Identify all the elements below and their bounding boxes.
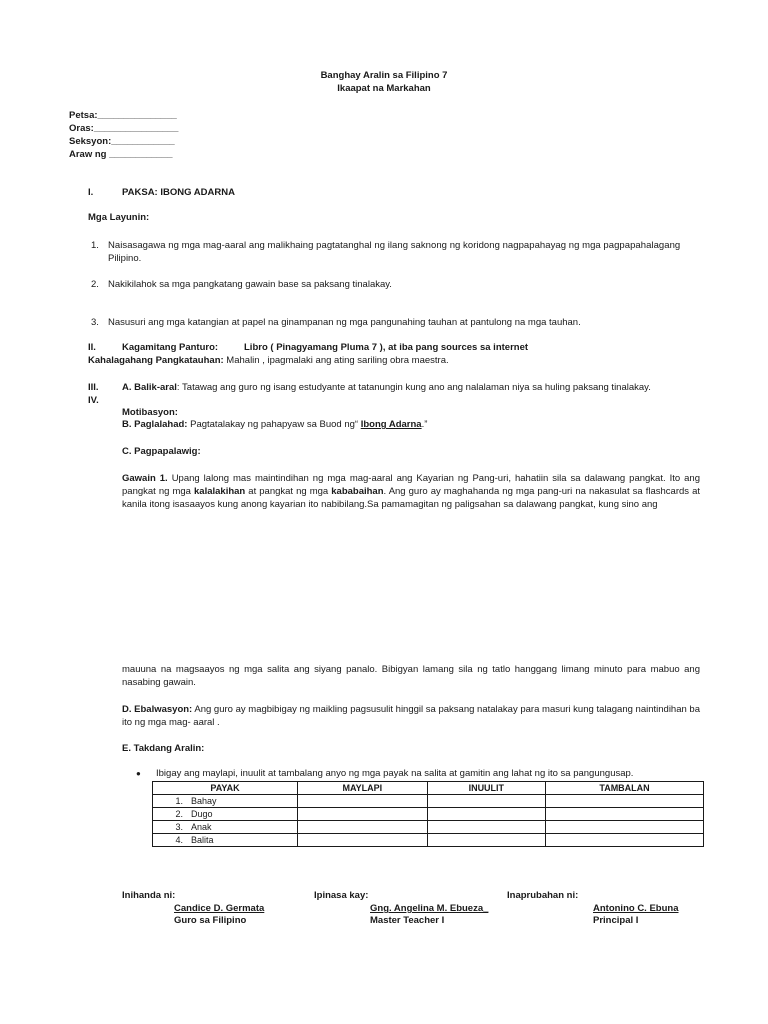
kagamitang-label: Kagamitang Panturo: [122,342,219,353]
balik-aral-label: A. Balik-aral [122,382,177,393]
payak-cell [153,808,298,821]
motibasyon-heading: Motibasyon: [122,407,178,418]
field-label: Seksyon: [69,136,112,147]
petsa-field [69,110,177,122]
ipinasa-label: Ipinasa kay: [314,890,369,901]
gawain-text: . Ang guro ay maghahanda ng mga pang-uri na nakasulat sa flashcards at kanila itong isasaayos kung anong kayarian ito nabibilang.Sa pamamagitan ng paligsahan sa dalawang pangkat, kung sino ang [122,486,700,510]
row-number: 3. [175,822,183,832]
table-row [153,834,704,847]
maylapi-cell [298,795,428,808]
payak-word: Balita [191,835,214,845]
column-header: TAMBALAN [546,782,704,795]
gawain-bold-kalalakihan: kalalakihan [194,486,246,497]
takdang-aralin-heading: E. Takdang Aralin: [122,743,205,754]
tambalan-cell [546,821,704,834]
word-forms-table [152,781,704,847]
column-header: MAYLAPI [298,782,428,795]
inaprubahan-label: Inaprubahan ni: [507,890,579,901]
oras-field [69,123,178,135]
section-1-numeral: I. [88,187,94,198]
tambalan-cell [546,834,704,847]
payak-cell [153,795,298,808]
inuulit-cell [427,808,545,821]
inuulit-cell [427,821,545,834]
bullet-icon: ● [136,769,141,778]
inuulit-cell [427,834,545,847]
payak-word: Anak [191,822,212,832]
paglalahad-end: .” [421,419,428,430]
row-number: 2. [175,809,183,819]
table-row [153,795,704,808]
payak-word: Dugo [191,809,213,819]
document-subtitle: Ikaapat na Markahan [337,83,431,94]
maylapi-cell [298,821,428,834]
maylapi-cell [298,808,428,821]
table-row [153,808,704,821]
objective-text-continued: Pilipino. [108,253,142,264]
ebalwasyon-paragraph [122,703,700,729]
objective-text: Nakikilahok sa mga pangkatang gawain base sa paksang tinalakay. [108,279,392,290]
gawain-bold-kababaihan: kababaihan [331,486,384,497]
paglalahad-label: B. Paglalahad: [122,419,188,430]
preparer-name: Candice D. Germata [174,903,265,914]
approver-title: Principal I [593,915,639,926]
balik-aral-line [122,382,651,394]
ibong-adarna-title: Ibong Adarna [360,419,422,430]
seksyon-field [69,136,175,148]
row-number: 4. [175,835,183,845]
reviewer-name: Gng. Angelina M. Ebueza_ [370,903,489,914]
araw-field [69,149,173,161]
objective-text: Nasusuri ang mga katangian at papel na ginampanan ng mga pangunahing tauhan at pantulong na mga tauhan. [108,317,581,328]
paksa-heading: PAKSA: IBONG ADARNA [122,187,235,198]
field-label: Petsa: [69,110,98,121]
balik-aral-text: : Tatawag ang guro ng isang estudyante at tatanungin kung ano ang nalalaman niya sa huling paksang tinalakay. [176,382,651,393]
column-header: PAYAK [153,782,298,795]
gawain-text: at pangkat ng mga [245,486,332,497]
field-label: Oras: [69,123,94,134]
tambalan-cell [546,795,704,808]
maylapi-cell [298,834,428,847]
payak-cell [153,821,298,834]
preparer-title: Guro sa Filipino [174,915,247,926]
objectives-heading: Mga Layunin: [88,212,150,223]
field-blank: ________________ [93,123,179,134]
section-4-numeral: IV. [88,395,99,406]
section-2-numeral: II. [88,342,96,353]
field-blank: _______________ [97,110,177,121]
section-3-numeral: III. [88,382,99,393]
table-row [153,821,704,834]
objective-number: 2. [91,279,99,290]
tambalan-cell [546,808,704,821]
kagamitang-value: Libro ( Pinagyamang Pluma 7 ), at iba pang sources sa internet [244,342,529,353]
gawain-label: Gawain 1. [122,473,168,484]
gawain-continuation: mauuna na magsaayos ng mga salita ang siyang panalo. Bibigyan lamang sila ng tatlo hanggang limang minuto para mabuo ang nasabing gawain. [122,664,700,688]
inuulit-cell [427,795,545,808]
gawain-text: Upang lalong mas maintindihan ng mga mag-aaral ang Kayarian ng Pang-uri, hahatiin sila sa dalawang pangkat. Ito ang pangkat ng mga [122,473,700,497]
payak-cell [153,834,298,847]
kahalagahan-line [88,355,449,367]
ebalwasyon-label: D. Ebalwasyon: [122,704,193,715]
inihanda-label: Inihanda ni: [122,890,176,901]
field-label: Araw ng [69,149,107,160]
field-blank: ____________ [111,136,175,147]
column-header: INUULIT [427,782,545,795]
pagpapalawig-heading: C. Pagpapalawig: [122,446,201,457]
row-number: 1. [175,796,183,806]
paglalahad-text: Pagtatalakay ng pahapyaw sa Buod ng“ [187,419,361,430]
gawain-paragraph [122,472,700,511]
ebalwasyon-text: Ang guro ay magbibigay ng maikling pagsusulit hinggil sa paksang natalakay para masuri kung talagang naintindihan ba ito ng mga mag- aaral . [122,704,701,728]
objective-number: 1. [91,240,99,251]
approver-name: Antonino C. Ebuna [593,903,679,914]
paglalahad-line [122,419,427,431]
kahalagahan-text: Mahalin , ipagmalaki ang ating sariling obra maestra. [223,355,449,366]
document-title: Banghay Aralin sa Filipino 7 [320,70,448,81]
kahalagahan-label: Kahalagahang Pangkatauhan: [88,355,224,366]
table-header-row [153,782,704,795]
takdang-aralin-instruction: Ibigay ang maylapi, inuulit at tambalang anyo ng mga payak na salita at gamitin ang lahat ng ito sa pangungusap. [156,768,634,779]
reviewer-title: Master Teacher I [370,915,445,926]
payak-word: Bahay [191,796,217,806]
objective-number: 3. [91,317,99,328]
objective-text: Naisasagawa ng mga mag-aaral ang malikhaing pagtatanghal ng ilang saknong ng koridong nagpapahayag ng mga pagpapahalagang [108,240,681,251]
field-blank: ____________ [109,149,173,160]
